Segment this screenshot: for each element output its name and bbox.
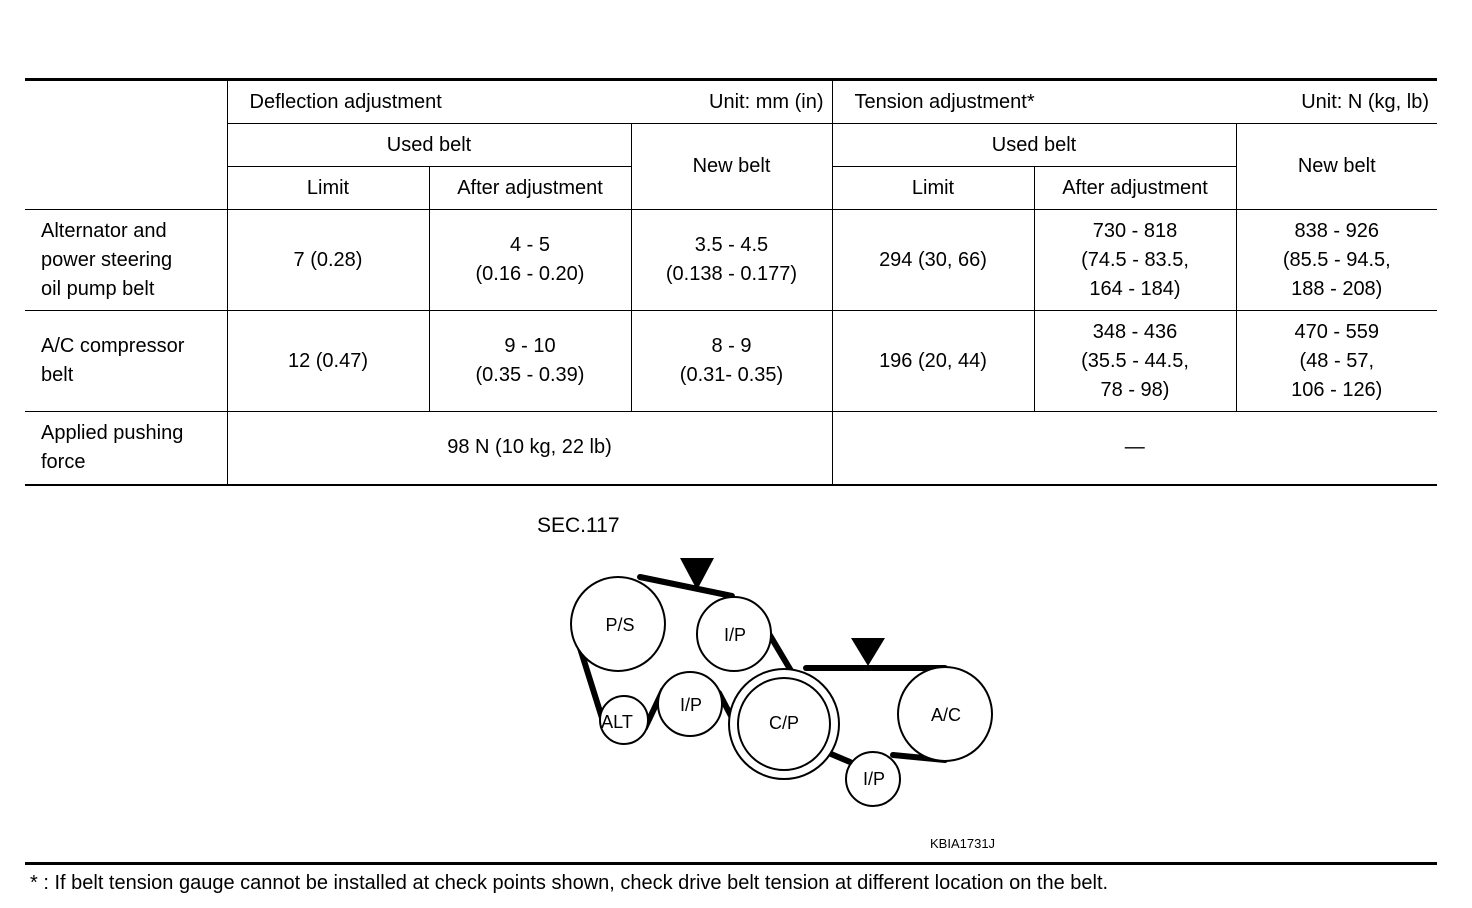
- deflection-header: [227, 80, 832, 124]
- tension-after-value: 730 - 818 (74.5 - 83.5, 164 - 184): [1034, 210, 1236, 311]
- belt-layout-diagram: [520, 505, 1020, 855]
- row-label: Alternator and power steering oil pump belt: [25, 210, 227, 311]
- deflection-new-value: 8 - 9 (0.31- 0.35): [631, 311, 832, 412]
- tension-new-belt-header: New belt: [1236, 124, 1437, 210]
- check-point-arrow-icon: [851, 638, 885, 666]
- force-tension-value: —: [832, 412, 1437, 485]
- table-row: [25, 311, 1437, 412]
- footnote: * : If belt tension gauge cannot be installed at check points shown, check drive belt tension at different location on the belt.: [30, 872, 1109, 894]
- deflection-limit-header: Limit: [227, 167, 429, 210]
- tension-limit-value: 294 (30, 66): [832, 210, 1034, 311]
- alt-label: ALT: [601, 712, 633, 732]
- deflection-new-value: 3.5 - 4.5 (0.138 - 0.177): [631, 210, 832, 311]
- tension-new-value: 838 - 926 (85.5 - 94.5, 188 - 208): [1236, 210, 1437, 311]
- table-row: [25, 210, 1437, 311]
- deflection-title: Deflection adjustment: [249, 90, 442, 113]
- tension-after-adjustment-header: After adjustment: [1034, 167, 1236, 210]
- tension-used-belt-header: Used belt: [832, 124, 1236, 167]
- force-deflection-value: 98 N (10 kg, 22 lb): [227, 412, 832, 485]
- deflection-after-value: 9 - 10 (0.35 - 0.39): [429, 311, 631, 412]
- header-corner-cell: [25, 80, 227, 210]
- ip-middle-label: I/P: [679, 695, 703, 715]
- ip-lower-label: I/P: [862, 769, 886, 789]
- tension-unit: Unit: N (kg, lb): [1301, 90, 1430, 113]
- tension-limit-value: 196 (20, 44): [832, 311, 1034, 412]
- ac-label: A/C: [930, 705, 962, 725]
- figure-code: KBIA1731J: [930, 836, 996, 851]
- tension-title: Tension adjustment*: [854, 90, 1035, 113]
- deflection-unit: Unit: mm (in): [709, 90, 824, 113]
- ps-label: P/S: [605, 615, 635, 635]
- deflection-used-belt-header: Used belt: [227, 124, 631, 167]
- tension-header: [832, 80, 1437, 124]
- force-label: Applied pushing force: [25, 412, 227, 485]
- tension-limit-header: Limit: [832, 167, 1034, 210]
- deflection-after-adjustment-header: After adjustment: [429, 167, 631, 210]
- deflection-new-belt-header: New belt: [631, 124, 832, 210]
- deflection-limit-value: 12 (0.47): [227, 311, 429, 412]
- cp-label: C/P: [768, 713, 800, 733]
- footer-divider: [25, 862, 1437, 865]
- tension-after-value: 348 - 436 (35.5 - 44.5, 78 - 98): [1034, 311, 1236, 412]
- section-label: SEC.117: [537, 514, 620, 537]
- ip-upper-label: I/P: [723, 625, 747, 645]
- tension-new-value: 470 - 559 (48 - 57, 106 - 126): [1236, 311, 1437, 412]
- belt-spec-table: [25, 78, 1437, 486]
- pulleys: [571, 577, 992, 806]
- deflection-limit-value: 7 (0.28): [227, 210, 429, 311]
- table-row: [25, 412, 1437, 485]
- deflection-after-value: 4 - 5 (0.16 - 0.20): [429, 210, 631, 311]
- row-label: A/C compressor belt: [25, 311, 227, 412]
